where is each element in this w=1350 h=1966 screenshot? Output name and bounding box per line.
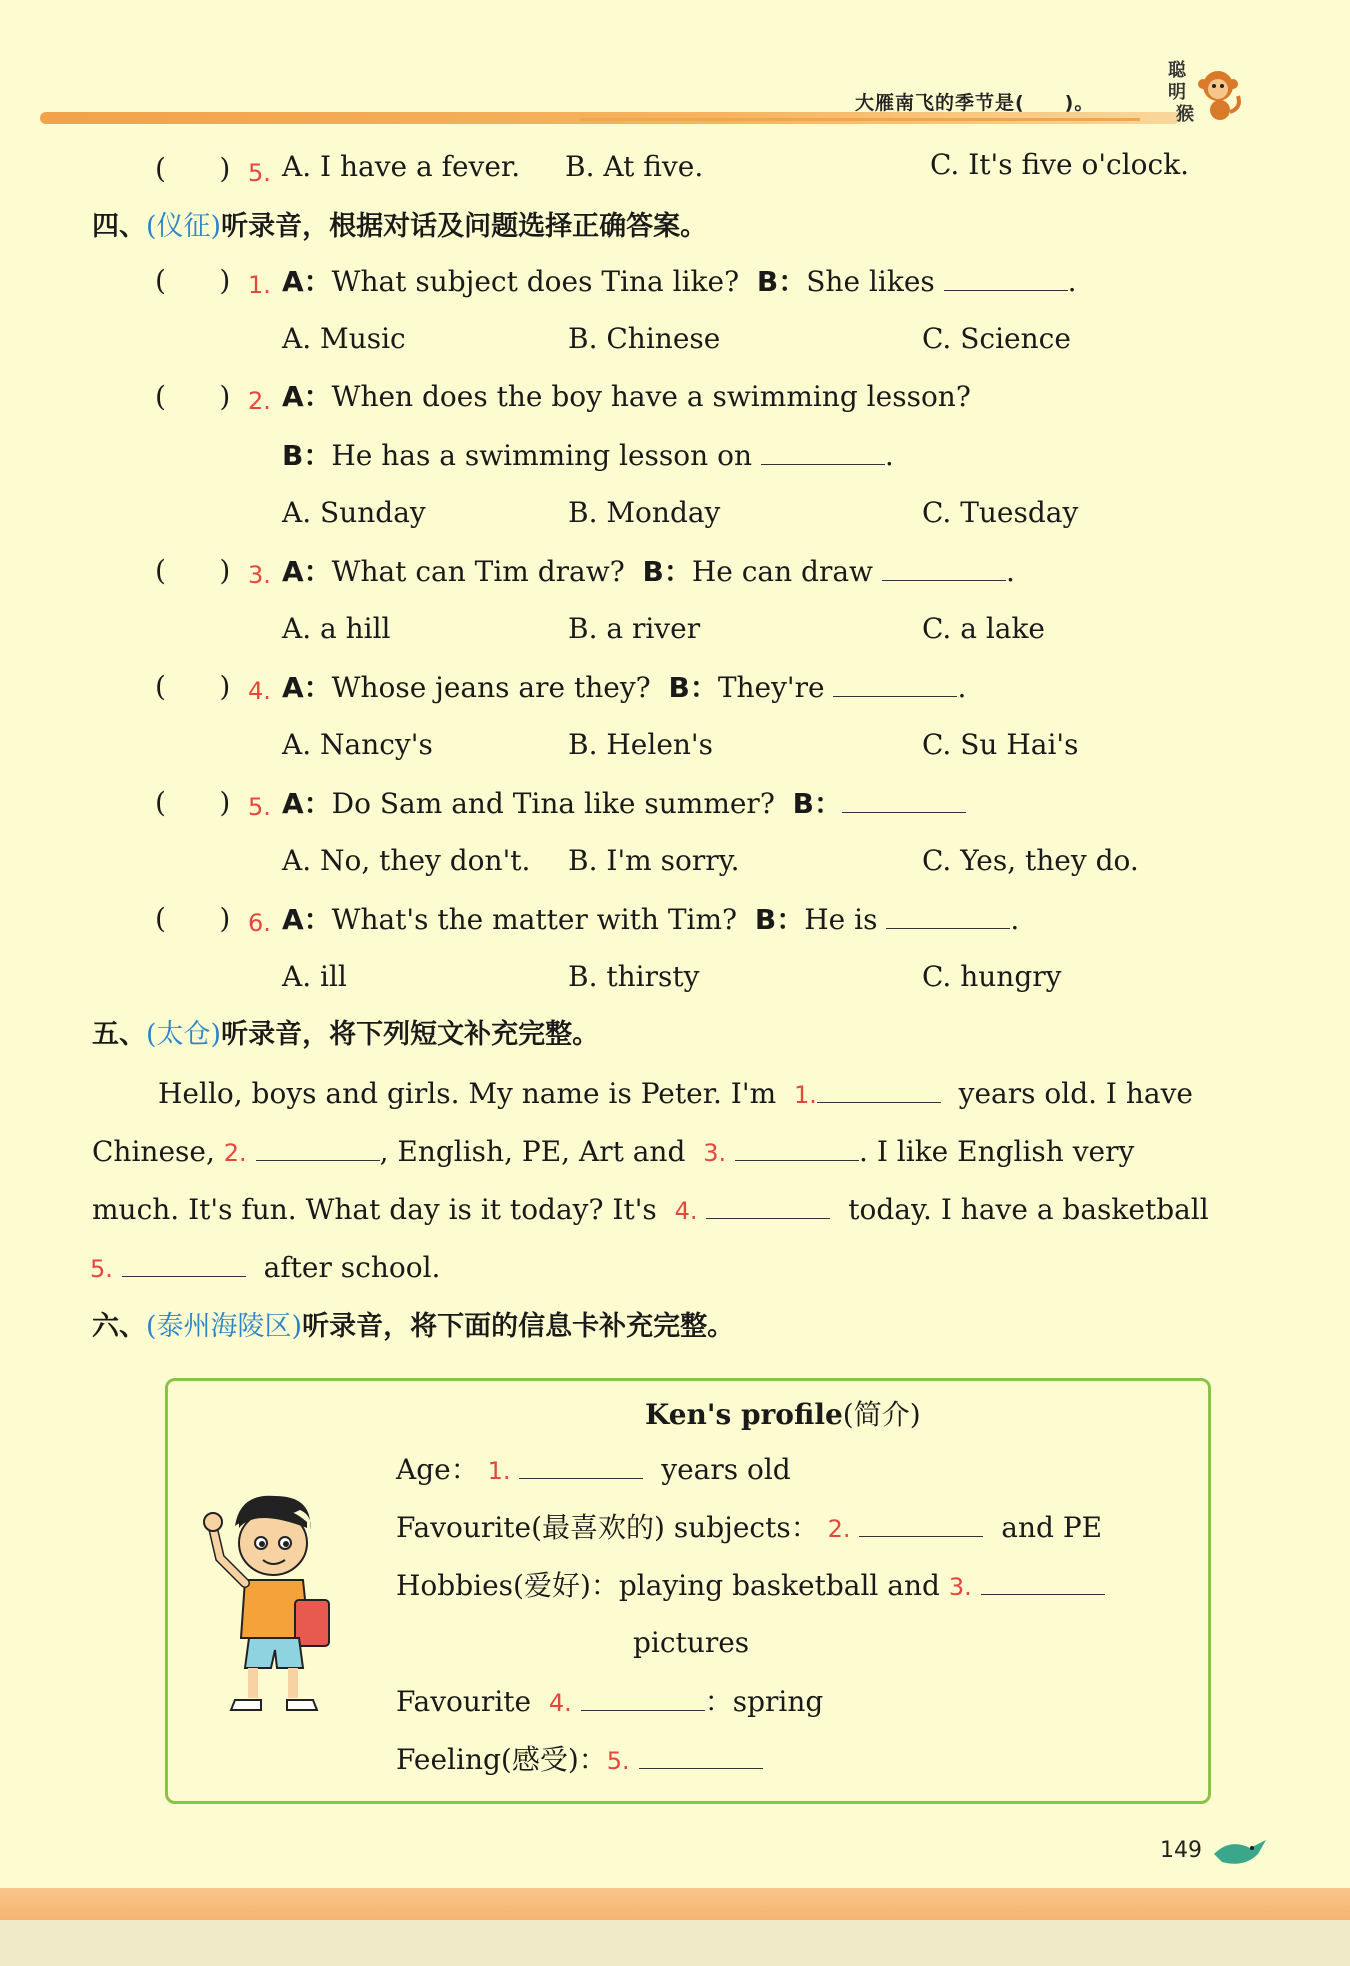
speaker-b-label: B：	[668, 671, 718, 704]
section-4-title: 四、(仪征)听录音，根据对话及问题选择正确答案。	[92, 211, 708, 242]
option-c: C. It's five o'clock.	[930, 148, 1190, 181]
card-feeling-row: Feeling(感受)：5.	[396, 1742, 763, 1778]
answer-text: He can draw	[691, 555, 874, 588]
option-b: B. thirsty	[568, 960, 700, 993]
answer-blank	[833, 670, 957, 697]
answer-paren: ( )	[155, 902, 231, 935]
speaker-a-label: A：	[282, 265, 332, 298]
speaker-b-label: B：	[282, 439, 332, 472]
question-number: 2.	[248, 387, 271, 415]
answer-paren: ( )	[155, 670, 231, 703]
card-age-row: Age： 1. years old	[396, 1453, 791, 1486]
speaker-b-label: B：	[642, 555, 692, 588]
option-b: B. a river	[568, 612, 701, 645]
passage-line-2: Chinese, 2. , English, PE, Art and 3. . I like English very	[92, 1135, 1135, 1168]
option-c: C. Yes, they do.	[922, 844, 1139, 877]
bird-icon	[1210, 1832, 1270, 1872]
option-b: B. At five.	[565, 150, 704, 183]
answer-line: B：He has a swimming lesson on .	[282, 439, 894, 472]
option-c: C. Su Hai's	[922, 728, 1079, 761]
speaker-a-label: A：	[282, 555, 332, 588]
answer-paren: ( )	[155, 380, 231, 413]
answer-paren: ( )	[155, 554, 231, 587]
passage-line-1: Hello, boys and girls. My name is Peter. I'm 1. years old. I have	[158, 1077, 1194, 1110]
option-b: B. Helen's	[568, 728, 713, 761]
option-a: A. Nancy's	[282, 728, 433, 761]
section-6-title: 六、(泰州海陵区)听录音，将下面的信息卡补充完整。	[92, 1311, 735, 1342]
passage-line-4: 5. after school.	[90, 1251, 441, 1284]
answer-blank	[761, 438, 885, 465]
question-number: 1.	[248, 271, 271, 299]
question-text: Whose jeans are they?	[331, 671, 651, 704]
answer-text: He has a swimming lesson on	[331, 439, 752, 472]
logo-char-1: 聪	[1168, 60, 1186, 81]
header-quiz-text: 大雁南飞的季节是( )。	[855, 92, 1095, 114]
question-text: Do Sam and Tina like summer?	[331, 787, 775, 820]
footer-strip	[0, 1920, 1350, 1966]
answer-paren: ( )	[155, 152, 231, 185]
option-b: B. Chinese	[568, 322, 721, 355]
logo-char-2: 明	[1168, 82, 1186, 103]
option-a: A. ill	[282, 960, 347, 993]
answer-blank	[842, 786, 966, 813]
speaker-a-label: A：	[282, 787, 332, 820]
question-line	[282, 380, 971, 414]
question-text: When does the boy have a swimming lesson?	[331, 380, 971, 413]
speaker-a-label: A：	[282, 380, 332, 413]
answer-blank	[882, 554, 1006, 581]
monkey-icon	[1196, 64, 1246, 124]
answer-text: She likes	[806, 265, 935, 298]
option-b: B. Monday	[568, 496, 721, 529]
monkey-logo	[1168, 56, 1248, 128]
section-5-title: 五、(太仓)听录音，将下列短文补充完整。	[92, 1019, 600, 1050]
question-number: 6.	[248, 909, 271, 937]
option-c: C. Science	[922, 322, 1071, 355]
question-text: What can Tim draw?	[331, 555, 625, 588]
card-hobbies-row: Hobbies(爱好)：playing basketball and 3.	[396, 1568, 1105, 1604]
boy-illustration	[195, 1488, 345, 1718]
logo-char-3: 猴	[1176, 104, 1194, 125]
option-c: C. a lake	[922, 612, 1046, 645]
question-line: A：What subject does Tina like? B：She likes .	[282, 265, 1077, 298]
question-line	[282, 786, 966, 821]
answer-paren: ( )	[155, 786, 231, 819]
card-subjects-row: Favourite(最喜欢的) subjects： 2. and PE	[396, 1511, 1103, 1544]
answer-text: They're	[717, 671, 825, 704]
card-hobbies-row-2: pictures	[633, 1626, 750, 1659]
question-number: 3.	[248, 561, 271, 589]
question-text: What's the matter with Tim?	[331, 903, 738, 936]
card-season-row: Favourite 4. ：spring	[396, 1685, 824, 1718]
option-c: C. Tuesday	[922, 496, 1079, 529]
speaker-a-label: A：	[282, 903, 332, 936]
answer-text: He is	[804, 903, 878, 936]
card-title: Ken's profile(简介)	[645, 1398, 921, 1431]
answer-blank	[944, 264, 1068, 291]
option-a: A. a hill	[282, 612, 391, 645]
page-number: 149	[1160, 1838, 1202, 1863]
option-a: A. Music	[282, 322, 406, 355]
question-number: 5.	[248, 159, 271, 187]
answer-paren: ( )	[155, 264, 231, 297]
option-a: A. Sunday	[282, 496, 426, 529]
option-a: A. I have a fever.	[282, 150, 521, 183]
speaker-b-label: B：	[792, 787, 842, 820]
question-line: A：What's the matter with Tim? B：He is .	[282, 903, 1020, 936]
option-b: B. I'm sorry.	[568, 844, 740, 877]
option-a: A. No, they don't.	[282, 844, 531, 877]
speaker-b-label: B：	[754, 903, 805, 936]
question-number: 5.	[248, 793, 271, 821]
question-line: A：Whose jeans are they? B：They're .	[282, 671, 967, 704]
speaker-b-label: B：	[756, 265, 807, 298]
question-number: 4.	[248, 677, 271, 705]
answer-blank	[886, 902, 1010, 929]
question-line: A：What can Tim draw? B：He can draw .	[282, 555, 1015, 588]
speaker-a-label: A：	[282, 671, 332, 704]
header-line	[580, 118, 1140, 121]
passage-line-3: much. It's fun. What day is it today? It's 4. today. I have a basketball	[92, 1193, 1209, 1226]
option-c: C. hungry	[922, 960, 1062, 993]
question-text: What subject does Tina like?	[331, 265, 740, 298]
